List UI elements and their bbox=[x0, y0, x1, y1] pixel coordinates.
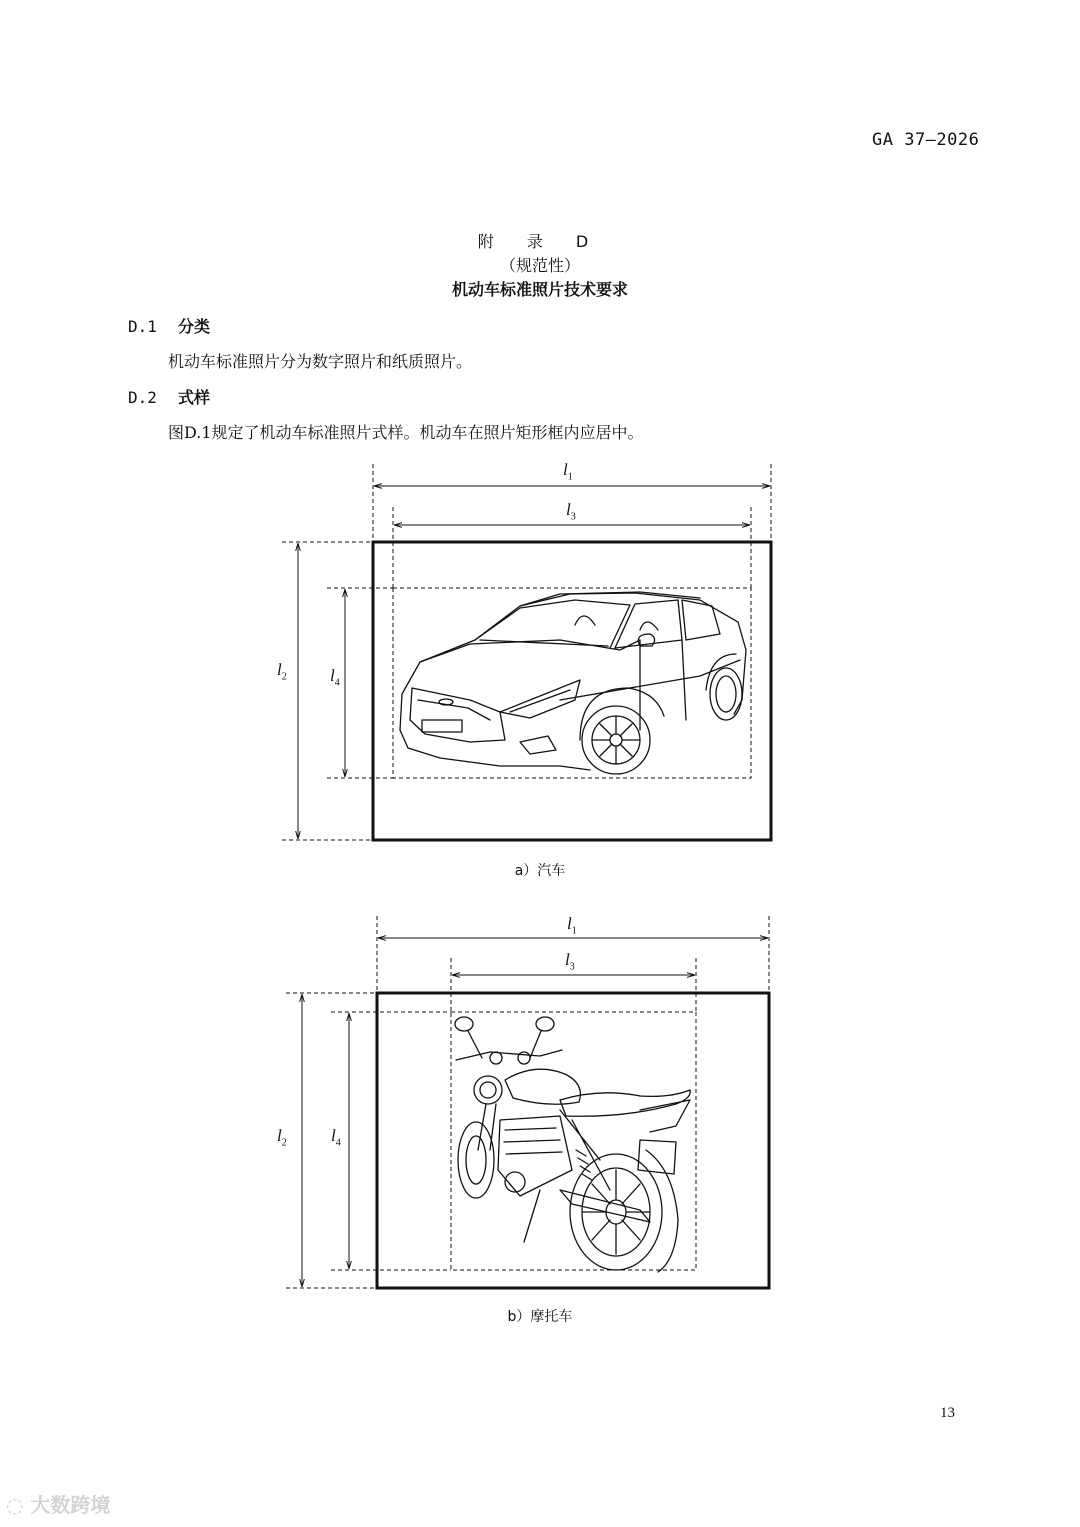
dim-label-l3: $l_3$ bbox=[566, 500, 576, 523]
dim-label-l3: $l_3$ bbox=[565, 950, 575, 973]
section-number: D.1 bbox=[128, 317, 157, 336]
dim-label-l1: $l_1$ bbox=[563, 460, 573, 483]
dim-label-l2: $l_2$ bbox=[277, 1126, 287, 1149]
watermark-icon: ◌ bbox=[6, 1493, 31, 1517]
figure-a-caption: a）汽车 bbox=[514, 863, 566, 879]
watermark-logo bbox=[6, 1489, 110, 1518]
watermark-text: 大数跨境 bbox=[30, 1493, 111, 1517]
dim-label-l2: $l_2$ bbox=[277, 660, 287, 683]
photo-frame bbox=[373, 542, 771, 840]
standard-number: GA 37—2026 bbox=[872, 130, 980, 150]
normative-label: （规范性） bbox=[499, 256, 580, 275]
figure-b-motorcycle bbox=[286, 916, 769, 1288]
section-title: 式样 bbox=[178, 388, 211, 407]
car-illustration bbox=[400, 592, 746, 774]
section-number: D.2 bbox=[128, 388, 157, 407]
section-title: 分类 bbox=[178, 317, 211, 336]
appendix-title: 机动车标准照片技术要求 bbox=[451, 280, 628, 299]
dim-label-l4: $l_4$ bbox=[331, 1126, 341, 1149]
section-d1-text: 机动车标准照片分为数字照片和纸质照片。 bbox=[168, 352, 473, 371]
section-d2-text: 图D.1规定了机动车标准照片式样。机动车在照片矩形框内应居中。 bbox=[168, 423, 644, 442]
page-number: 13 bbox=[940, 1405, 955, 1421]
figure-a-car bbox=[282, 464, 771, 840]
dim-label-l4: $l_4$ bbox=[330, 666, 340, 689]
dim-label-l1: $l_1$ bbox=[567, 914, 577, 937]
figure-b-caption: b）摩托车 bbox=[507, 1309, 573, 1325]
motorcycle-illustration bbox=[455, 1017, 690, 1272]
appendix-label: 附 录 D bbox=[477, 232, 603, 251]
photo-frame bbox=[377, 993, 769, 1288]
